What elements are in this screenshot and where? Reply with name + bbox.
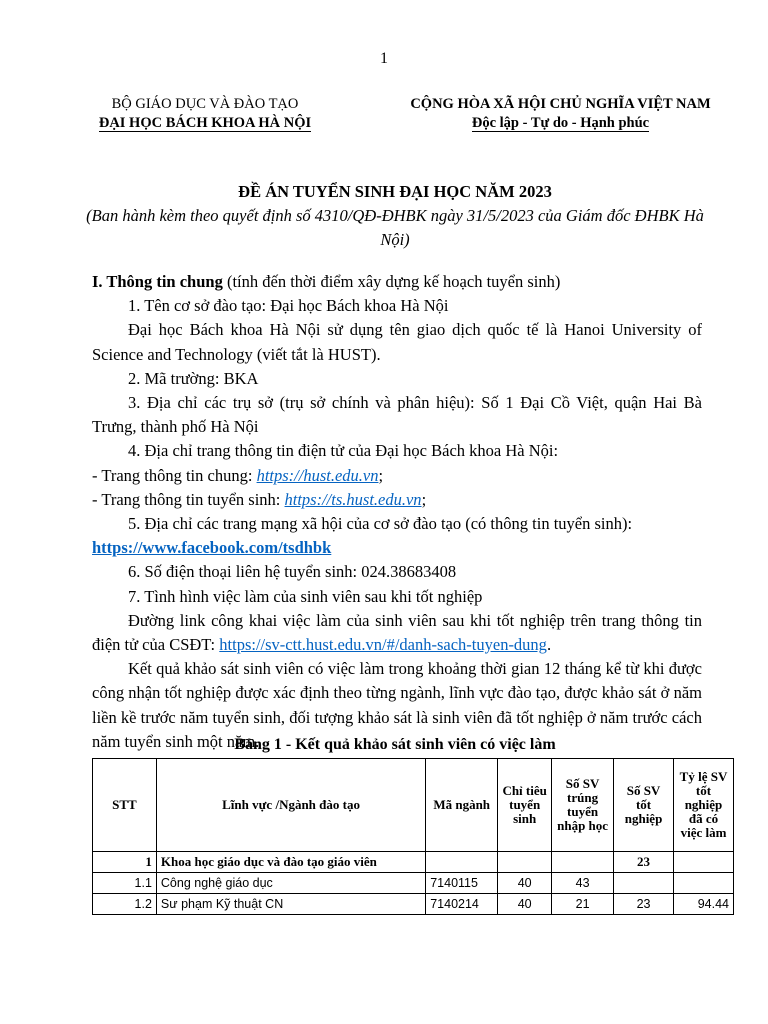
item-7-survey: Kết quả khảo sát sinh viên có việc làm trong khoảng thời gian 12 tháng kể từ khi được công nhận tốt nghiệp được xác định theo từng ngành, lĩnh vực đào tạo, được khảo sát ở năm liền kề trước năm tuyển sinh, đối tượng khảo sát là sinh viên đã tốt nghiệp ở năm trước cách năm tuyển sinh một năm. bbox=[92, 659, 702, 751]
document-title-block bbox=[80, 180, 710, 252]
facebook-link[interactable]: https://www.facebook.com/tsdhbk bbox=[92, 538, 332, 558]
cell-code: 7140214 bbox=[426, 894, 498, 915]
ministry-name: BỘ GIÁO DỤC VÀ ĐÀO TẠO bbox=[111, 96, 299, 112]
motto bbox=[388, 114, 733, 133]
item-1: 1. Tên cơ sở đào tạo: Đại học Bách khoa Hà Nội bbox=[128, 296, 449, 316]
cell-name: Công nghệ giáo dục bbox=[156, 873, 425, 894]
header-republic bbox=[388, 95, 733, 133]
university-name bbox=[80, 114, 330, 133]
cell-quota: 40 bbox=[498, 873, 552, 894]
table-row bbox=[93, 852, 734, 873]
header-rate: Tỷ lệ SV tốt nghiệp đã có việc làm bbox=[674, 759, 734, 852]
header-institution bbox=[80, 95, 330, 133]
header-admitted: Số SV trúng tuyển nhập học bbox=[552, 759, 614, 852]
section-heading-text: I. Thông tin chung bbox=[92, 272, 223, 291]
document-body bbox=[92, 270, 702, 754]
item-1-desc: Đại học Bách khoa Hà Nội sử dụng tên giao dịch quốc tế là Hanoi University of Science and Technology (viết tắt là HUST). bbox=[92, 320, 702, 364]
cell-graduated bbox=[614, 873, 674, 894]
cell-quota bbox=[498, 852, 552, 873]
cell-rate: 94.44 bbox=[674, 894, 734, 915]
cell-admitted: 43 bbox=[552, 873, 614, 894]
university-name-text: ĐẠI HỌC BÁCH KHOA HÀ NỘI bbox=[98, 115, 312, 131]
cell-stt: 1.1 bbox=[93, 873, 157, 894]
header-field: Lĩnh vực /Ngành đào tạo bbox=[156, 759, 425, 852]
period: . bbox=[546, 635, 552, 655]
general-site-link[interactable]: https://hust.edu.vn bbox=[256, 465, 379, 485]
republic-name: CỘNG HÒA XÃ HỘI CHỦ NGHĨA VIỆT NAM bbox=[410, 96, 711, 112]
header-graduated: Số SV tốt nghiệp bbox=[614, 759, 674, 852]
cell-stt: 1 bbox=[93, 852, 157, 873]
item-7: 7. Tình hình việc làm của sinh viên sau khi tốt nghiệp bbox=[128, 586, 483, 606]
item-6: 6. Số điện thoại liên hệ tuyển sinh: 024.38683408 bbox=[128, 562, 457, 582]
table-caption: Bảng 1 - Kết quả khảo sát sinh viên có việc làm bbox=[234, 736, 556, 753]
document-title: ĐỀ ÁN TUYỂN SINH ĐẠI HỌC NĂM 2023 bbox=[238, 182, 552, 201]
item-4-general bbox=[92, 464, 702, 488]
table-row bbox=[93, 894, 734, 915]
cell-graduated: 23 bbox=[614, 894, 674, 915]
item-5: 5. Địa chỉ các trang mạng xã hội của cơ sở đào tạo (có thông tin tuyển sinh): bbox=[128, 514, 633, 534]
semicolon: ; bbox=[421, 489, 427, 509]
cell-quota: 40 bbox=[498, 894, 552, 915]
section-heading-note: (tính đến thời điểm xây dựng kế hoạch tuyển sinh) bbox=[222, 272, 561, 291]
item-7-desc bbox=[92, 609, 702, 657]
cell-admitted bbox=[552, 852, 614, 873]
motto-text: Độc lập - Tự do - Hạnh phúc bbox=[471, 115, 650, 131]
cell-name: Khoa học giáo dục và đào tạo giáo viên bbox=[156, 852, 425, 873]
employment-link[interactable]: https://sv-ctt.hust.edu.vn/#/danh-sach-tuyen-dung bbox=[219, 635, 547, 655]
item-7-desc-text: Đường link công khai việc làm của sinh viên sau khi tốt nghiệp trên trang thông tin điện tử của CSĐT: bbox=[92, 610, 702, 655]
item-4: 4. Địa chỉ trang thông tin điện tử của Đại học Bách khoa Hà Nội: bbox=[128, 441, 559, 461]
admission-site-link[interactable]: https://ts.hust.edu.vn bbox=[284, 489, 422, 509]
cell-graduated: 23 bbox=[614, 852, 674, 873]
item-5-link-line bbox=[92, 536, 702, 560]
item-3: 3. Địa chỉ các trụ sở (trụ sở chính và phân hiệu): Số 1 Đại Cồ Việt, quận Hai Bà Trưng, thành phố Hà Nội bbox=[92, 393, 702, 437]
cell-name: Sư phạm Kỹ thuật CN bbox=[156, 894, 425, 915]
header-stt: STT bbox=[93, 759, 157, 852]
section-heading bbox=[92, 270, 702, 294]
cell-rate bbox=[674, 852, 734, 873]
item-2: 2. Mã trường: BKA bbox=[128, 368, 259, 388]
cell-code bbox=[426, 852, 498, 873]
employment-table bbox=[92, 758, 734, 915]
page-number: 1 bbox=[380, 50, 388, 67]
table-row bbox=[93, 873, 734, 894]
header-code: Mã ngành bbox=[426, 759, 498, 852]
admission-site-label: - Trang thông tin tuyển sinh: bbox=[92, 489, 285, 509]
item-4-admission bbox=[92, 488, 702, 512]
document-subtitle: (Ban hành kèm theo quyết định số 4310/QĐ-ĐHBK ngày 31/5/2023 của Giám đốc ĐHBK Hà Nội) bbox=[86, 206, 704, 249]
cell-stt: 1.2 bbox=[93, 894, 157, 915]
header-quota: Chỉ tiêu tuyển sinh bbox=[498, 759, 552, 852]
table-header-row bbox=[93, 759, 734, 852]
cell-admitted: 21 bbox=[552, 894, 614, 915]
semicolon: ; bbox=[378, 465, 384, 485]
cell-code: 7140115 bbox=[426, 873, 498, 894]
general-site-label: - Trang thông tin chung: bbox=[92, 465, 257, 485]
cell-rate bbox=[674, 873, 734, 894]
